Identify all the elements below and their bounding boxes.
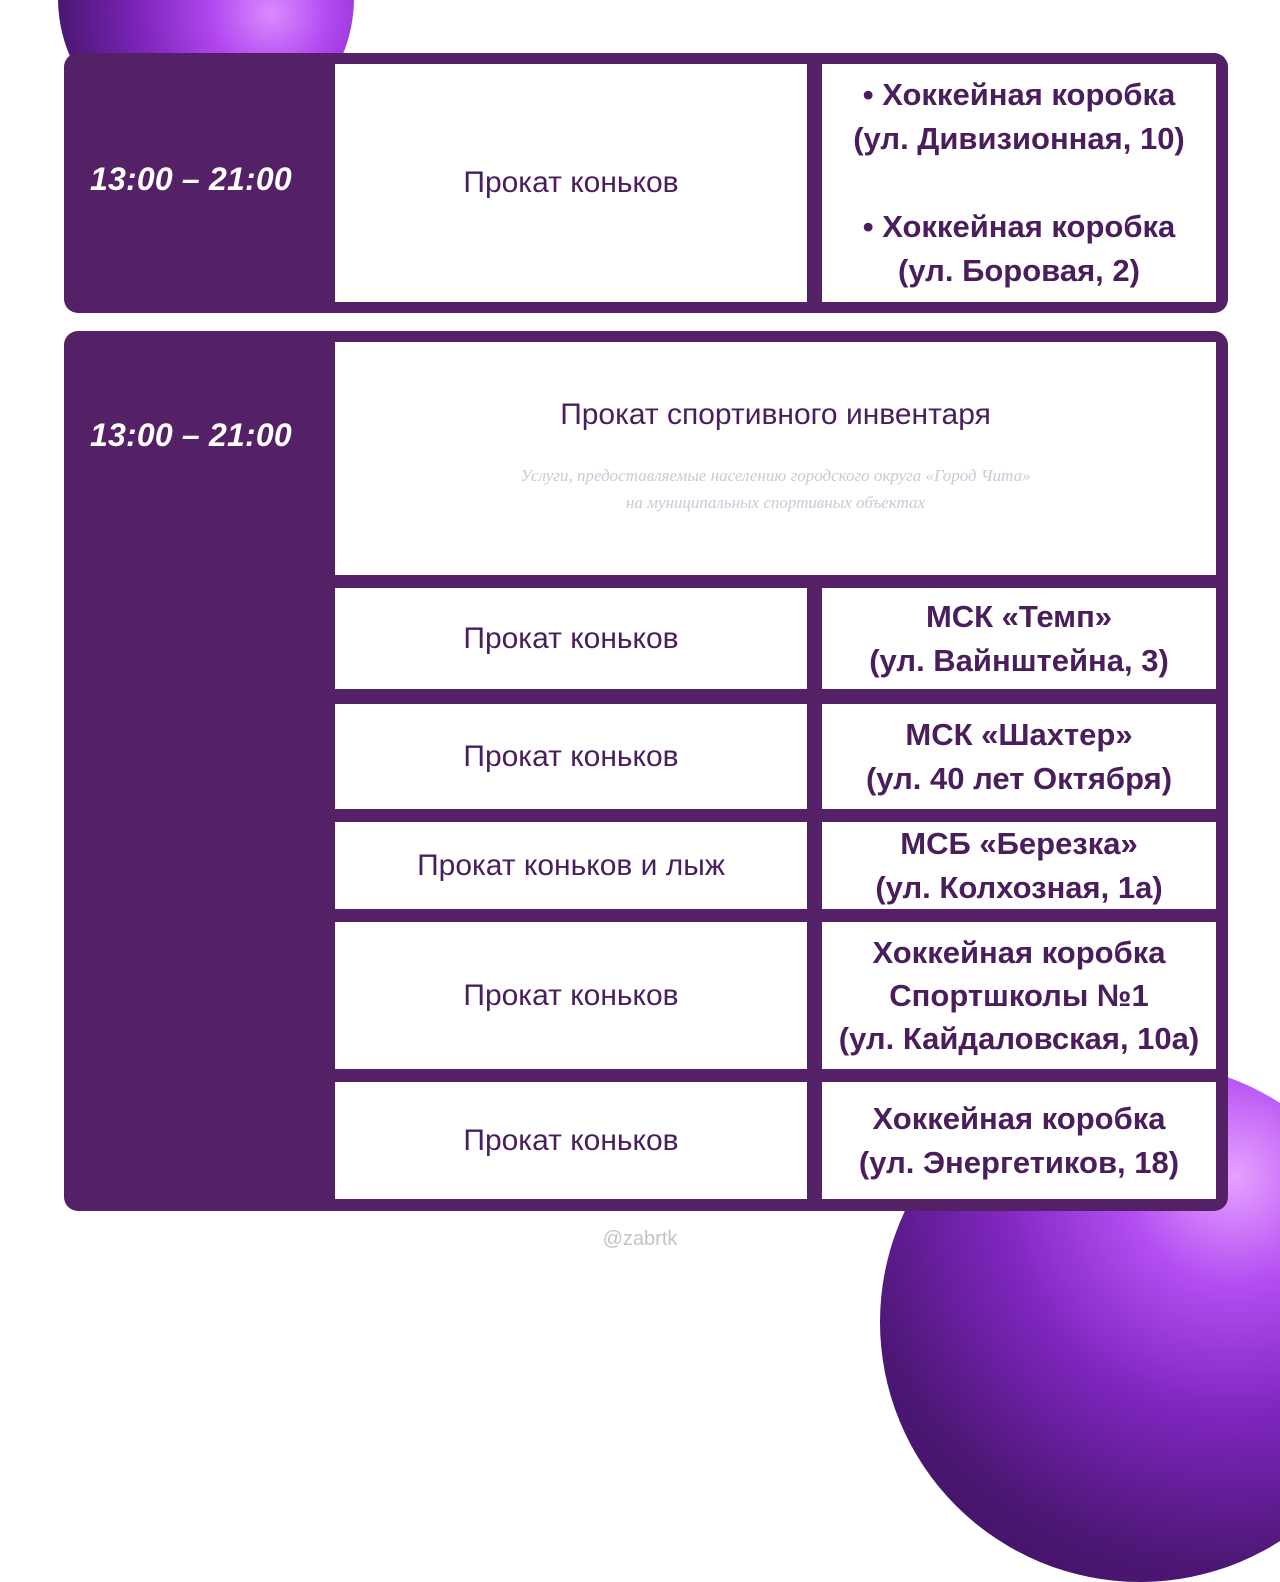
service-cell — [335, 1082, 807, 1199]
location-name: Хоккейная коробка — [872, 935, 1166, 970]
location-address: (ул. Вайнштейна, 3) — [869, 642, 1169, 678]
location-cell — [822, 822, 1216, 909]
time-range: 13:00 – 21:00 — [90, 161, 292, 197]
location-text — [869, 595, 1169, 683]
location-name: МСК «Темп» — [925, 598, 1113, 634]
location-name: Хоккейная коробка — [872, 1100, 1166, 1136]
location-text — [866, 713, 1172, 801]
location-cell — [822, 64, 1216, 302]
service-cell — [335, 922, 807, 1069]
location-address: (ул. Боровая, 2) — [898, 253, 1140, 288]
section-title: Прокат спортивного инвентаря — [560, 398, 991, 431]
location-address: (ул. Энергетиков, 18) — [858, 1144, 1180, 1180]
schedule-block-2 — [64, 331, 1228, 1211]
location-text — [839, 931, 1199, 1060]
service-label: Прокат коньков и лыж — [417, 848, 725, 882]
location-name: • Хоккейная коробка — [862, 209, 1176, 244]
service-cell — [335, 704, 807, 809]
location-list — [853, 73, 1185, 293]
service-label: Прокат коньков — [463, 166, 679, 199]
header-cell — [335, 342, 1216, 575]
service-cell — [335, 822, 807, 909]
location-cell — [822, 588, 1216, 689]
location-address: (ул. Дивизионная, 10) — [853, 121, 1185, 156]
subtitle-line: Услуги, предоставляемые населению городского округа «Город Чита» — [520, 466, 1031, 485]
schedule-block-1 — [64, 53, 1228, 313]
service-label: Прокат коньков — [463, 978, 679, 1012]
service-label: Прокат коньков — [463, 1123, 679, 1157]
location-name: МСК «Шахтер» — [905, 716, 1133, 752]
service-label: Прокат коньков — [463, 621, 679, 655]
location-text — [875, 822, 1162, 910]
location-cell — [822, 922, 1216, 1069]
location-address: (ул. Кайдаловская, 10а) — [838, 1021, 1200, 1056]
location-name: Спортшколы №1 — [889, 978, 1149, 1013]
location-name: • Хоккейная коробка — [862, 77, 1176, 112]
section-subtitle — [520, 462, 1030, 516]
location-cell — [822, 704, 1216, 809]
service-label: Прокат коньков — [463, 739, 679, 773]
location-name: МСБ «Березка» — [900, 825, 1138, 861]
service-cell — [335, 588, 807, 689]
service-cell — [335, 64, 807, 302]
location-address: (ул. 40 лет Октября) — [865, 760, 1173, 796]
location-text — [859, 1097, 1179, 1185]
location-cell — [822, 1082, 1216, 1199]
location-address: (ул. Колхозная, 1а) — [875, 869, 1163, 905]
time-range: 13:00 – 21:00 — [90, 417, 292, 453]
watermark: @zabrtk — [602, 1228, 678, 1250]
subtitle-line: на муниципальных спортивных объектах — [625, 493, 926, 512]
